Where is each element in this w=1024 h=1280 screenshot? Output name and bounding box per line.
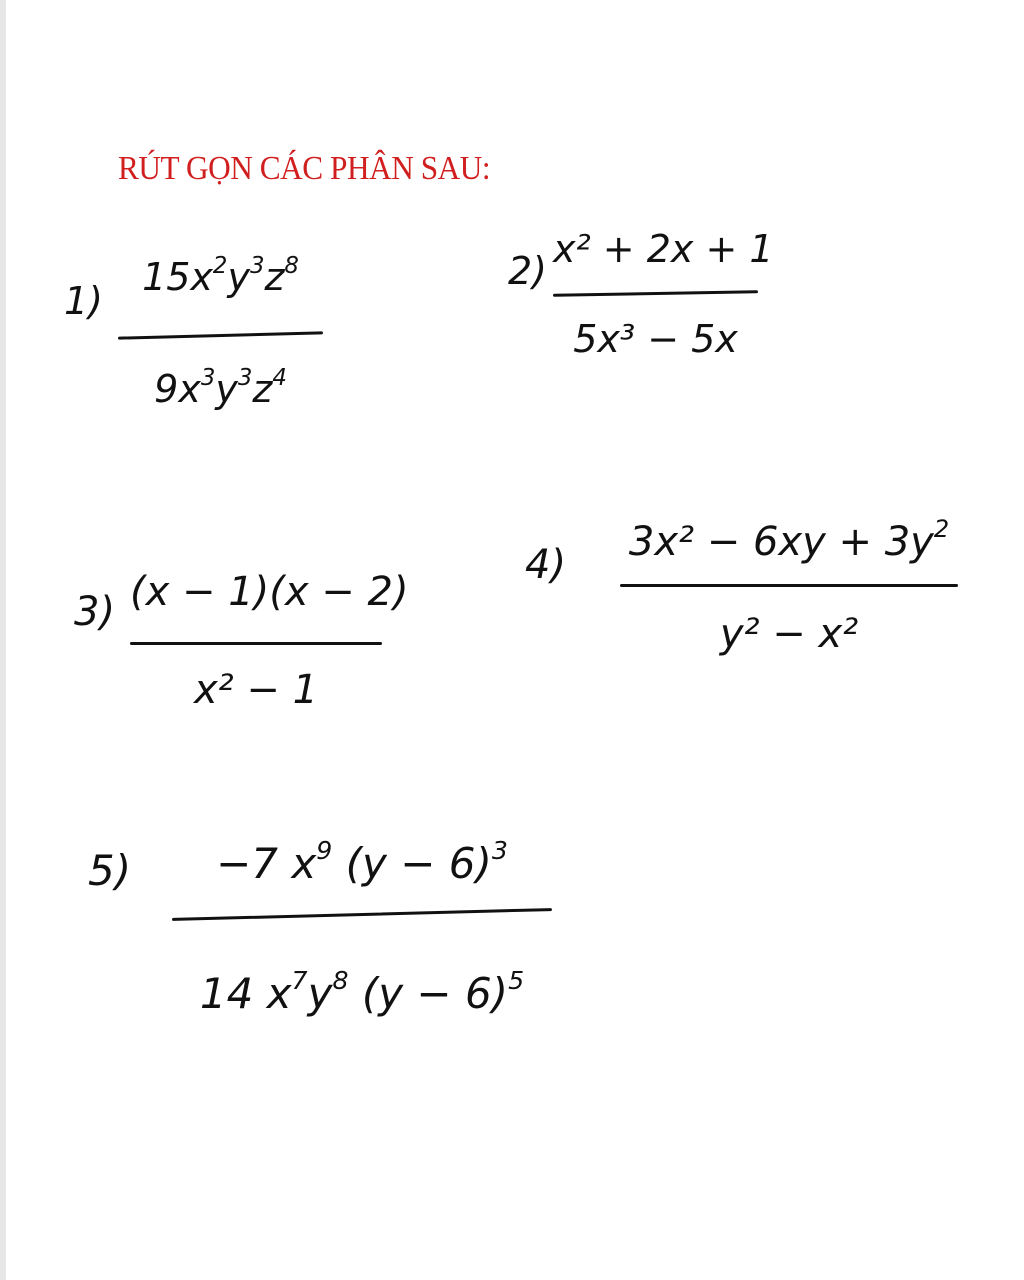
problem-1-denominator-coefficient: 9 — [154, 367, 179, 411]
problem-1-numerator-coefficient: 15 — [142, 255, 191, 299]
problem-2-label: 2) — [508, 249, 548, 293]
problem-3-numerator: (x − 1)(x − 2) — [130, 569, 409, 615]
problem-3-label: 3) — [74, 589, 116, 635]
problem-1-denominator: $9x^3y^3z^4$ — [154, 364, 287, 411]
problem-5-numerator-coefficient: −7 — [216, 839, 279, 888]
problem-4-numerator-body: 3x² − 6xy + 3y — [628, 519, 934, 565]
problem-4-fraction-bar — [620, 584, 958, 587]
problem-5-fraction — [172, 805, 552, 1065]
problem-5-denominator-group: (y − 6) — [361, 969, 509, 1018]
problem-4-denominator: y² − x² — [719, 611, 859, 657]
problem-1-numerator: $15x^2y^3z^8$ — [142, 252, 299, 299]
problem-4-fraction — [620, 490, 958, 710]
problem-5-denominator-coefficient: 14 — [199, 969, 254, 1018]
problem-2-denominator: 5x³ − 5x — [573, 317, 738, 361]
page-left-edge — [0, 0, 6, 1280]
problem-3-denominator: x² − 1 — [193, 667, 319, 713]
problem-5-fraction-bar — [172, 908, 552, 921]
problem-3-fraction — [130, 550, 409, 720]
problem-3-fraction-bar — [130, 642, 382, 645]
problem-5-denominator: 14 $x^7y^8$ $(y - 6)^5$ — [199, 966, 525, 1018]
problem-1-fraction — [118, 240, 323, 460]
problem-2-fraction-bar — [553, 290, 758, 297]
problem-1-fraction-bar — [118, 331, 323, 339]
problem-5-numerator: −7 $x^9$ $(y - 6)^3$ — [216, 836, 508, 888]
problem-4-numerator: $3x^2 - 6xy + 3y^2$ — [628, 515, 950, 565]
worksheet-title: RÚT GỌN CÁC PHÂN SAU: — [118, 150, 491, 187]
problem-1-label: 1) — [64, 279, 104, 323]
problem-2-fraction — [553, 220, 774, 380]
problem-4-label: 4) — [525, 542, 567, 588]
problem-2-numerator: x² + 2x + 1 — [553, 227, 774, 271]
problem-5-numerator-group: (y − 6) — [345, 839, 492, 888]
problem-5-label: 5) — [88, 846, 132, 895]
